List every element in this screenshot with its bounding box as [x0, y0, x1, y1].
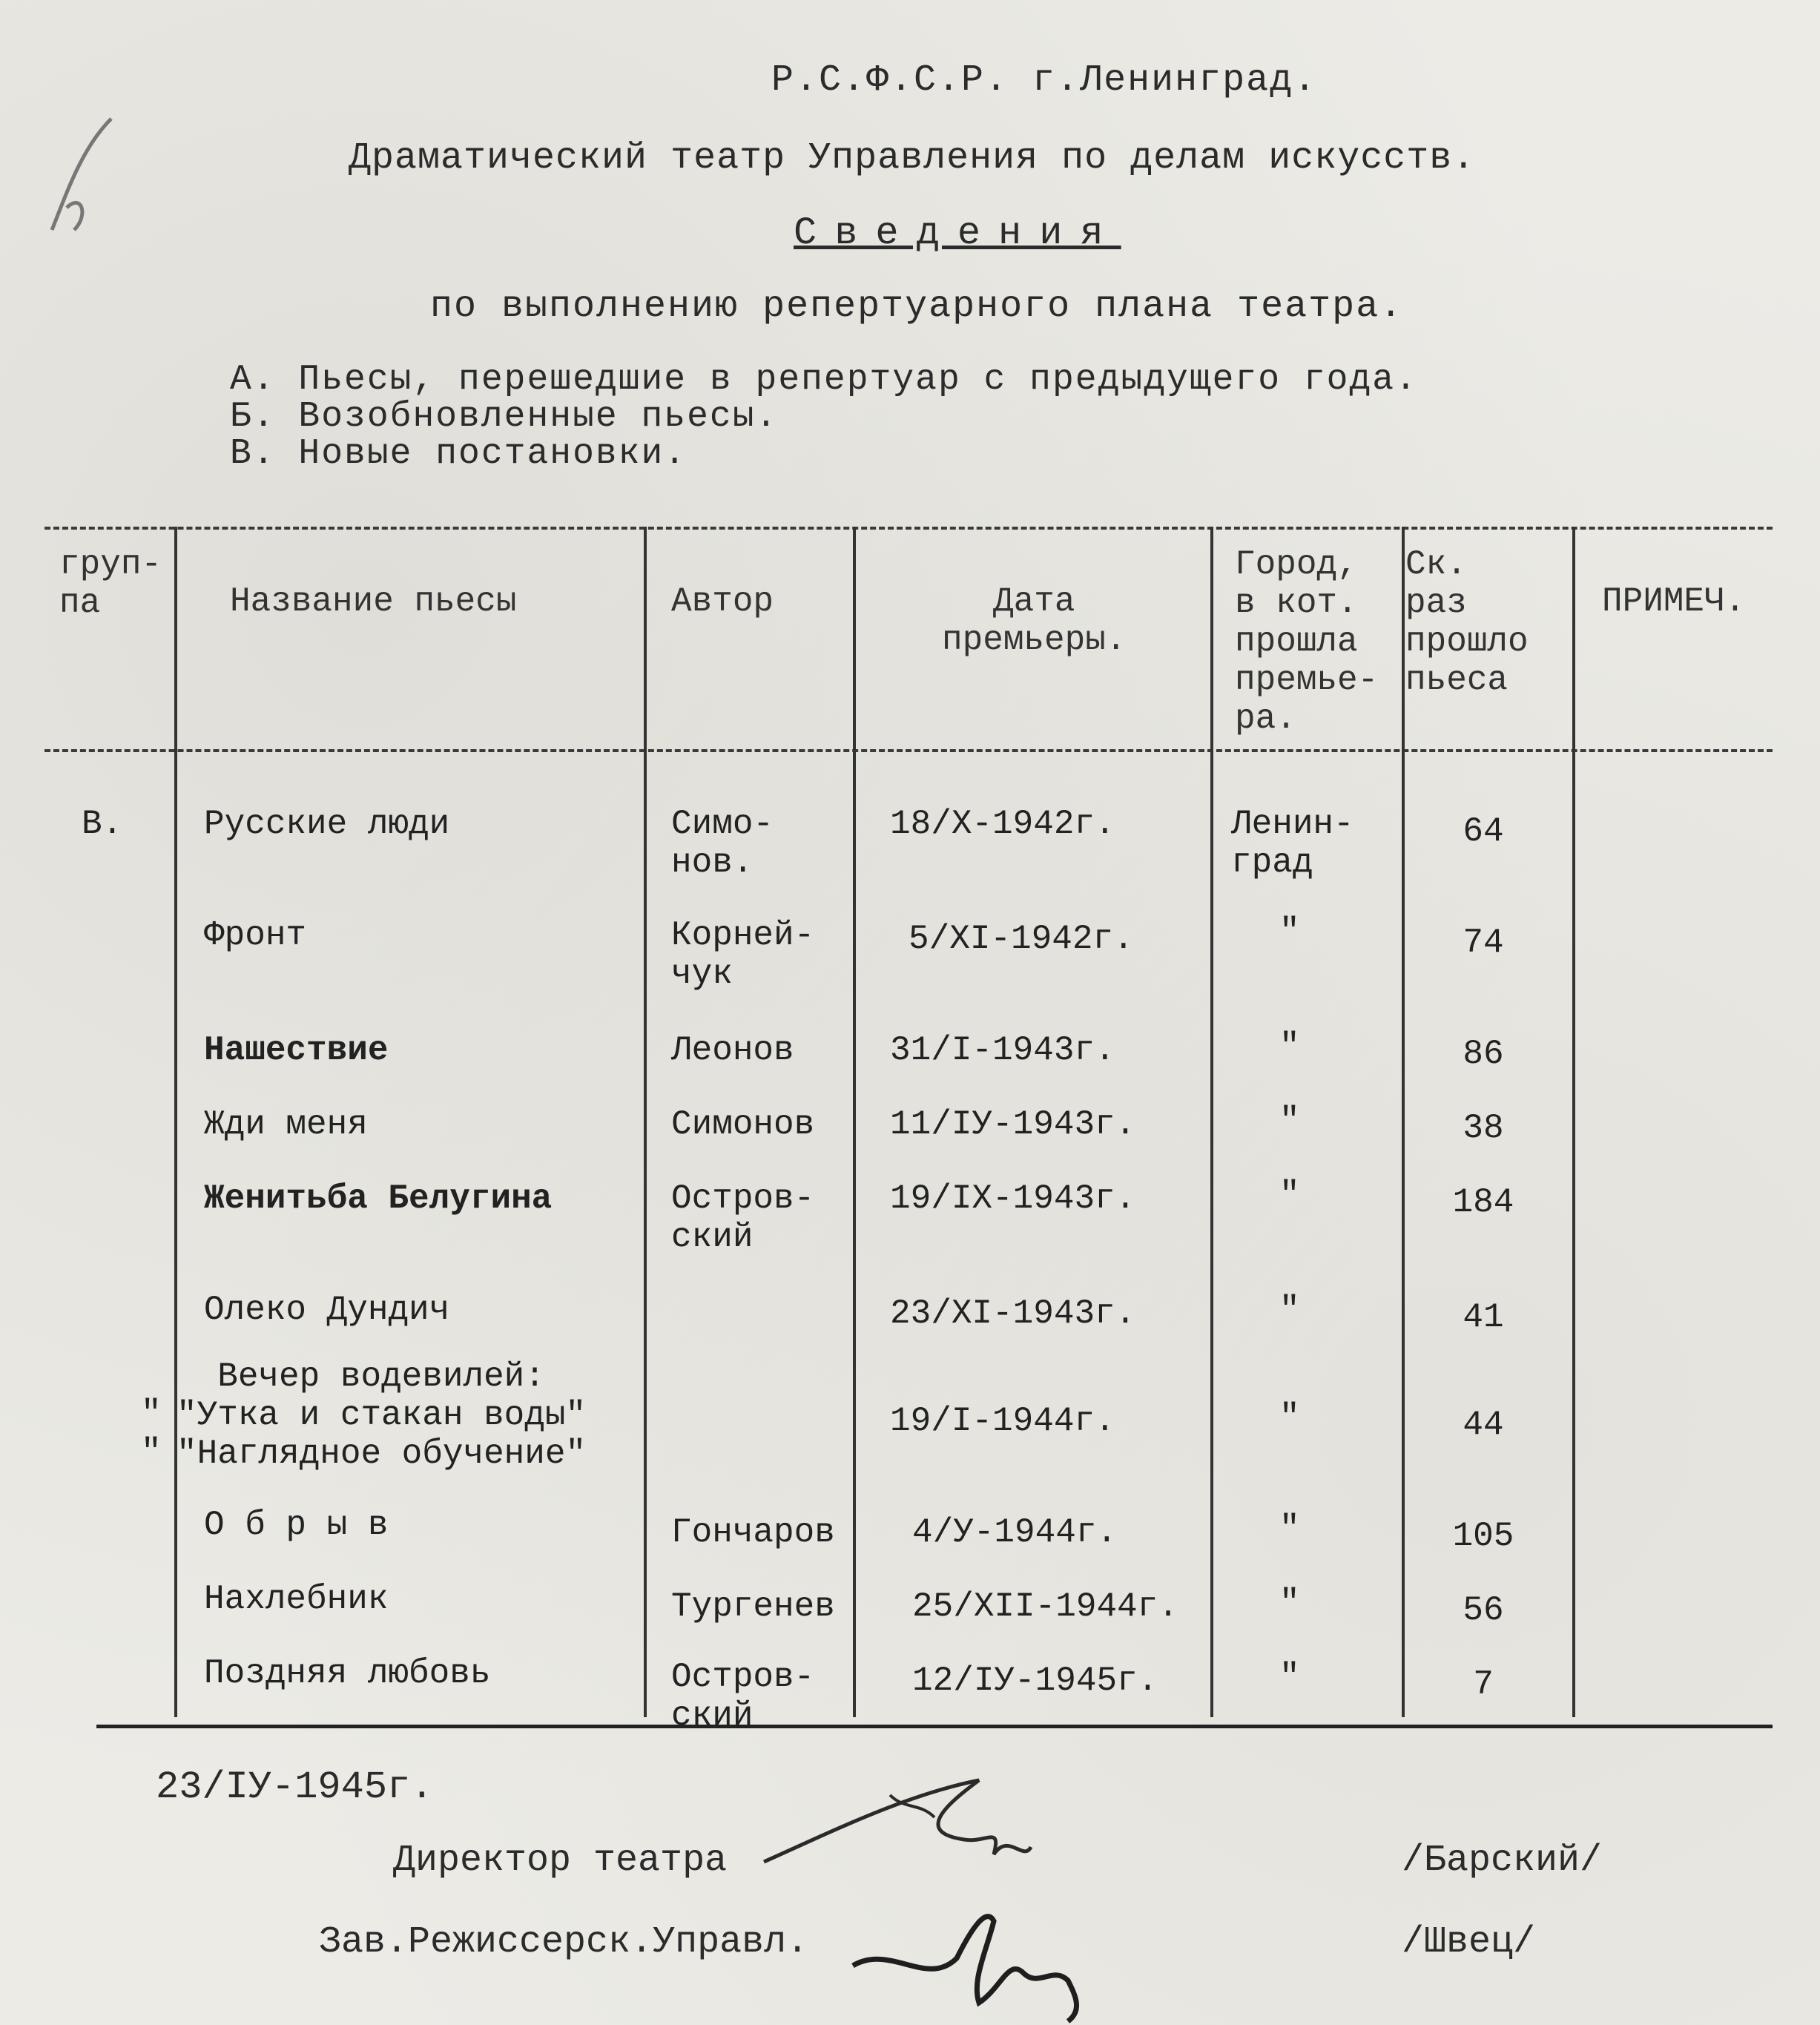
cell-count: 7: [1473, 1665, 1494, 1704]
cell-count: 44: [1463, 1406, 1504, 1444]
header-title: Название пьесы: [230, 582, 517, 621]
cell-city: ": [1279, 912, 1300, 951]
cell-date: 19/IX-1943г.: [890, 1179, 1136, 1218]
group-b-legend: Б. Возобновленные пьесы.: [230, 397, 779, 437]
cell-author: Леонов: [671, 1031, 794, 1070]
column-divider: [853, 527, 856, 1717]
document-title: Сведения: [794, 211, 1121, 255]
column-divider: [644, 527, 647, 1717]
document-subtitle: по выполнению репертуарного плана театра.: [430, 286, 1404, 328]
column-divider: [1210, 527, 1213, 1717]
cell-count: 41: [1463, 1298, 1504, 1337]
cell-date: 5/XI-1942г.: [909, 920, 1134, 958]
cell-city: Ленин- град: [1231, 805, 1354, 882]
cell-date: 23/XI-1943г.: [890, 1294, 1136, 1333]
cell-city: ": [1279, 1584, 1300, 1622]
header-city: Город, в кот. прошла премье- ра.: [1235, 545, 1379, 738]
header-count: Ск. раз прошло пьеса: [1405, 545, 1529, 699]
cell-author: Корней- чук: [671, 916, 815, 993]
margin-mark: [30, 104, 133, 252]
cell-author: Остров- ский: [671, 1658, 815, 1735]
cell-city: ": [1279, 1658, 1300, 1696]
cell-title: Поздняя любовь: [204, 1654, 491, 1693]
cell-author: Гончаров: [671, 1513, 835, 1552]
cell-group: " ": [141, 1395, 162, 1472]
header-premiere-date: Дата премьеры.: [942, 582, 1127, 659]
cell-count: 86: [1463, 1035, 1504, 1073]
director-name: /Барский/: [1402, 1840, 1603, 1882]
cell-city: ": [1279, 1509, 1300, 1548]
table-header-rule: [44, 749, 1773, 752]
cell-date: 4/У-1944г.: [912, 1513, 1118, 1552]
header-notes: ПРИМЕЧ.: [1602, 582, 1746, 621]
cell-count: 56: [1463, 1591, 1504, 1630]
cell-count: 184: [1452, 1183, 1514, 1222]
cell-title: Фронт: [204, 916, 307, 955]
cell-title: О б р ы в: [204, 1506, 389, 1544]
cell-date: 25/XII-1944г.: [912, 1587, 1178, 1626]
stage-management-label: Зав.Режиссерск.Управл.: [319, 1921, 809, 1963]
cell-count: 64: [1463, 812, 1504, 851]
cell-title: Русские люди: [204, 805, 450, 843]
cell-city: ": [1279, 1291, 1300, 1329]
cell-group: В.: [82, 805, 123, 843]
cell-count: 38: [1463, 1109, 1504, 1148]
cell-date: 31/I-1943г.: [890, 1031, 1115, 1070]
header-author: Автор: [671, 582, 774, 621]
cell-author: Симо- нов.: [671, 805, 774, 882]
column-divider: [1572, 527, 1575, 1717]
cell-city: ": [1279, 1027, 1300, 1066]
cell-date: 19/I-1944г.: [890, 1402, 1115, 1440]
group-c-legend: В. Новые постановки.: [230, 434, 688, 474]
document-date: 23/IУ-1945г.: [156, 1765, 434, 1809]
header-republic: Р.С.Ф.С.Р. г.Ленинград.: [771, 59, 1318, 102]
column-divider: [174, 527, 177, 1717]
cell-date: 18/Х-1942г.: [890, 805, 1115, 843]
cell-author: Тургенев: [671, 1587, 835, 1626]
cell-title: Нахлебник: [204, 1580, 389, 1619]
cell-author: Симонов: [671, 1105, 815, 1144]
header-theatre: Драматический театр Управления по делам искусств.: [349, 137, 1476, 180]
cell-author: Остров- ский: [671, 1179, 815, 1257]
table-top-rule: [44, 527, 1773, 530]
stage-signature: [845, 1899, 1127, 2025]
cell-date: 11/IУ-1943г.: [890, 1105, 1136, 1144]
stage-management-name: /Швец/: [1402, 1921, 1536, 1963]
cell-city: ": [1279, 1102, 1300, 1140]
cell-city: ": [1279, 1176, 1300, 1214]
director-label: Директор театра: [393, 1840, 728, 1882]
cell-count: 74: [1463, 923, 1504, 962]
cell-city: ": [1279, 1398, 1300, 1437]
cell-date: 12/IУ-1945г.: [912, 1662, 1158, 1700]
table-bottom-rule: [96, 1725, 1773, 1728]
cell-count: 105: [1452, 1517, 1514, 1555]
group-a-legend: А. Пьесы, перешедшие в репертуар с предыдущего года.: [230, 360, 1418, 400]
cell-title: Женитьба Белугина: [204, 1179, 553, 1218]
header-group: груп- па: [59, 545, 162, 622]
cell-title: Вечер водевилей: "Утка и стакан воды" "Наглядное обучение": [177, 1357, 587, 1473]
cell-title: Олеко Дундич: [204, 1291, 450, 1329]
cell-title: Нашествие: [204, 1031, 389, 1070]
cell-title: Жди меня: [204, 1105, 368, 1144]
